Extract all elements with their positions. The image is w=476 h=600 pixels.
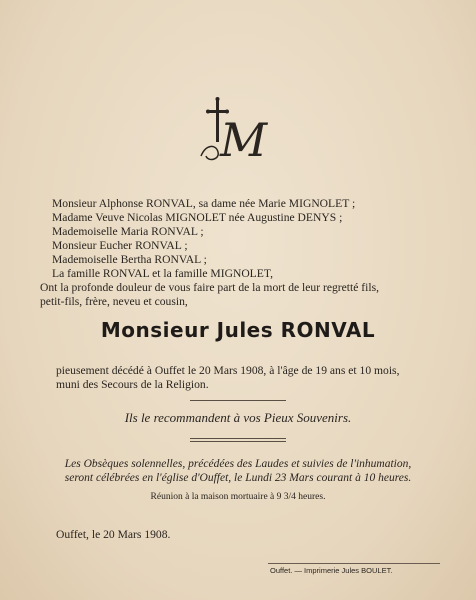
death-line-1: pieusement décédé à Ouffet le 20 Mars 1908, à l'âge de 19 ans et 10 mois,: [56, 364, 400, 377]
family-line-3: Mademoiselle Maria RONVAL ;: [52, 225, 204, 238]
funeral-line-2: seront célébrées en l'église d'Ouffet, le Lundi 23 Mars courant à 10 heures.: [64, 472, 412, 484]
deceased-name: Monsieur Jules RONVAL: [100, 318, 376, 342]
cross-monogram-emblem: [196, 96, 276, 168]
funeral-line-1: Les Obsèques solennelles, précédées des Laudes et suivies de l'inhumation,: [64, 458, 412, 470]
recommendation-text: Ils le recommandent à vos Pieux Souvenirs.: [124, 410, 352, 425]
family-line-8: petit-fils, frère, neveu et cousin,: [40, 295, 188, 308]
printer-credit: Ouffet. — Imprimerie Jules BOULET.: [270, 566, 393, 575]
divider-bottom-double: [190, 441, 286, 442]
place-date: Ouffet, le 20 Mars 1908.: [56, 528, 171, 541]
family-line-6: La famille RONVAL et la famille MIGNOLET,: [52, 267, 273, 280]
monogram-letter: M: [220, 113, 268, 167]
divider-top: [190, 400, 286, 401]
family-line-1: Monsieur Alphonse RONVAL, sa dame née Marie MIGNOLET ;: [52, 197, 356, 210]
cross-icon: [196, 96, 276, 168]
reunion-text: Réunion à la maison mortuaire à 9 3/4 heures.: [150, 492, 326, 502]
printer-divider: [268, 563, 440, 564]
divider-bottom: [190, 438, 286, 439]
family-line-7: Ont la profonde douleur de vous faire part de la mort de leur regretté fils,: [40, 281, 379, 294]
death-line-2: muni des Secours de la Religion.: [56, 378, 209, 391]
family-line-4: Monsieur Eucher RONVAL ;: [52, 239, 188, 252]
family-line-5: Mademoiselle Bertha RONVAL ;: [52, 253, 207, 266]
family-line-2: Madame Veuve Nicolas MIGNOLET née Augustine DENYS ;: [52, 211, 343, 224]
